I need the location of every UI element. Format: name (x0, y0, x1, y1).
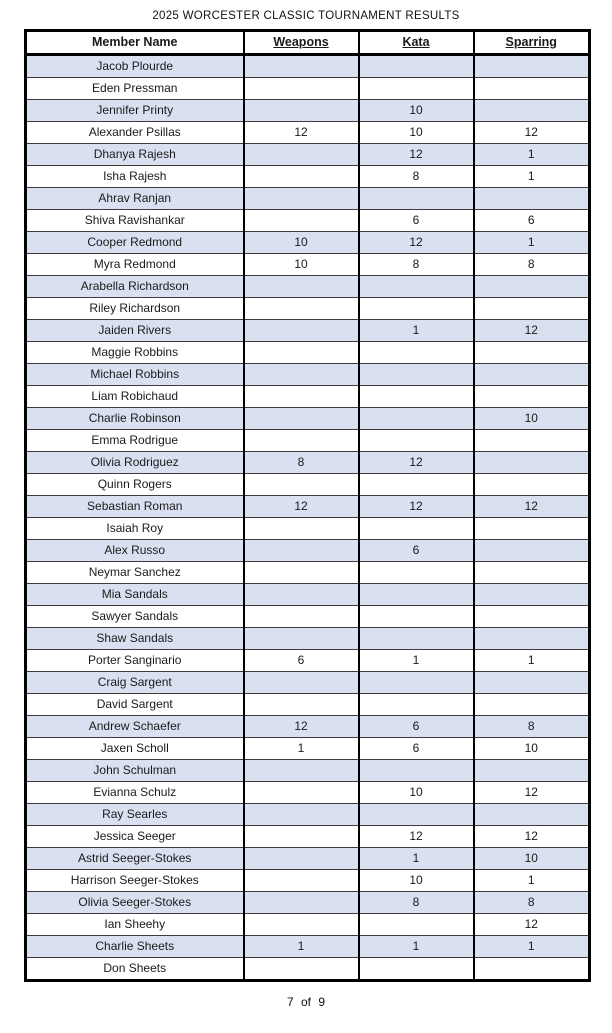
table-row (26, 914, 590, 936)
weapons-score-cell (244, 430, 359, 452)
sparring-score-cell (474, 276, 590, 298)
table-row (26, 496, 590, 518)
table-row (26, 430, 590, 452)
table-row (26, 232, 590, 254)
member-name-cell: Astrid Seeger-Stokes (26, 848, 244, 870)
table-row (26, 100, 590, 122)
sparring-score-cell (474, 584, 590, 606)
table-row (26, 936, 590, 958)
table-row (26, 342, 590, 364)
weapons-score-cell: 6 (244, 650, 359, 672)
column-header-kata (359, 31, 474, 55)
weapons-score-cell (244, 760, 359, 782)
weapons-score-cell (244, 562, 359, 584)
kata-score-cell: 10 (359, 782, 474, 804)
table-row (26, 760, 590, 782)
kata-score-cell (359, 386, 474, 408)
member-name-cell: Harrison Seeger-Stokes (26, 870, 244, 892)
kata-score-cell (359, 804, 474, 826)
table-row (26, 870, 590, 892)
sparring-score-cell: 10 (474, 738, 590, 760)
kata-score-cell (359, 606, 474, 628)
column-header-sparring (474, 31, 590, 55)
sparring-score-cell (474, 364, 590, 386)
sparring-score-cell: 1 (474, 870, 590, 892)
sparring-score-cell (474, 452, 590, 474)
member-name-cell: Jacob Plourde (26, 55, 244, 78)
member-name-cell: Cooper Redmond (26, 232, 244, 254)
weapons-score-cell (244, 584, 359, 606)
sparring-score-cell (474, 342, 590, 364)
table-row (26, 166, 590, 188)
kata-score-cell (359, 760, 474, 782)
table-row (26, 298, 590, 320)
table-row (26, 782, 590, 804)
member-name-cell: Mia Sandals (26, 584, 244, 606)
kata-score-cell (359, 672, 474, 694)
sparring-score-cell: 8 (474, 892, 590, 914)
member-name-cell: Olivia Rodriguez (26, 452, 244, 474)
sparring-score-cell: 1 (474, 650, 590, 672)
sparring-score-cell: 1 (474, 166, 590, 188)
kata-score-cell (359, 276, 474, 298)
weapons-score-cell (244, 914, 359, 936)
sparring-score-cell (474, 540, 590, 562)
sparring-score-cell (474, 672, 590, 694)
weapons-score-cell (244, 166, 359, 188)
kata-score-cell: 6 (359, 738, 474, 760)
weapons-score-cell (244, 188, 359, 210)
weapons-score-cell (244, 540, 359, 562)
kata-score-cell: 8 (359, 254, 474, 276)
table-row (26, 452, 590, 474)
kata-score-cell: 12 (359, 826, 474, 848)
column-header-label: Sparring (505, 35, 557, 49)
column-header-weapons (244, 31, 359, 55)
kata-score-cell (359, 408, 474, 430)
table-row (26, 848, 590, 870)
table-row (26, 694, 590, 716)
weapons-score-cell (244, 320, 359, 342)
sparring-score-cell: 1 (474, 144, 590, 166)
kata-score-cell (359, 562, 474, 584)
sparring-score-cell (474, 606, 590, 628)
weapons-score-cell (244, 474, 359, 496)
page-title: 2025 WORCESTER CLASSIC TOURNAMENT RESULTS (152, 10, 460, 22)
sparring-score-cell: 12 (474, 320, 590, 342)
member-name-cell: Isha Rajesh (26, 166, 244, 188)
table-row (26, 254, 590, 276)
kata-score-cell: 6 (359, 540, 474, 562)
kata-score-cell: 12 (359, 144, 474, 166)
table-row (26, 144, 590, 166)
sparring-score-cell (474, 628, 590, 650)
member-name-cell: David Sargent (26, 694, 244, 716)
weapons-score-cell: 12 (244, 716, 359, 738)
sparring-score-cell (474, 474, 590, 496)
table-row (26, 650, 590, 672)
weapons-score-cell (244, 870, 359, 892)
member-name-cell: Dhanya Rajesh (26, 144, 244, 166)
member-name-cell: Isaiah Roy (26, 518, 244, 540)
kata-score-cell (359, 342, 474, 364)
header-row (26, 31, 590, 55)
table-row (26, 188, 590, 210)
page-number-indicator: 7 of 9 (286, 995, 326, 1009)
sparring-score-cell: 1 (474, 232, 590, 254)
member-name-cell: Eden Pressman (26, 78, 244, 100)
member-name-cell: Emma Rodrigue (26, 430, 244, 452)
sparring-score-cell: 12 (474, 782, 590, 804)
kata-score-cell: 8 (359, 892, 474, 914)
sparring-score-cell: 10 (474, 848, 590, 870)
kata-score-cell: 6 (359, 210, 474, 232)
kata-score-cell (359, 628, 474, 650)
table-row (26, 826, 590, 848)
member-name-cell: John Schulman (26, 760, 244, 782)
member-name-cell: Neymar Sanchez (26, 562, 244, 584)
sparring-score-cell: 12 (474, 122, 590, 144)
member-name-cell: Shaw Sandals (26, 628, 244, 650)
weapons-score-cell: 12 (244, 122, 359, 144)
member-name-cell: Charlie Sheets (26, 936, 244, 958)
weapons-score-cell: 10 (244, 232, 359, 254)
sparring-score-cell: 12 (474, 914, 590, 936)
weapons-score-cell (244, 78, 359, 100)
weapons-score-cell (244, 694, 359, 716)
table-row (26, 474, 590, 496)
kata-score-cell (359, 188, 474, 210)
member-name-cell: Riley Richardson (26, 298, 244, 320)
member-name-cell: Maggie Robbins (26, 342, 244, 364)
sparring-score-cell: 6 (474, 210, 590, 232)
weapons-score-cell: 1 (244, 738, 359, 760)
table-row (26, 672, 590, 694)
sparring-score-cell (474, 518, 590, 540)
weapons-score-cell (244, 848, 359, 870)
weapons-score-cell (244, 958, 359, 981)
kata-score-cell: 1 (359, 650, 474, 672)
sparring-score-cell (474, 430, 590, 452)
weapons-score-cell (244, 826, 359, 848)
member-name-cell: Ian Sheehy (26, 914, 244, 936)
sparring-score-cell (474, 386, 590, 408)
table-row (26, 55, 590, 78)
sparring-score-cell: 12 (474, 496, 590, 518)
kata-score-cell: 8 (359, 166, 474, 188)
member-name-cell: Jaiden Rivers (26, 320, 244, 342)
member-name-cell: Ahrav Ranjan (26, 188, 244, 210)
sparring-score-cell: 12 (474, 826, 590, 848)
table-row (26, 892, 590, 914)
weapons-score-cell (244, 606, 359, 628)
weapons-score-cell (244, 55, 359, 78)
weapons-score-cell (244, 276, 359, 298)
weapons-score-cell (244, 210, 359, 232)
sparring-score-cell (474, 562, 590, 584)
member-name-cell: Andrew Schaefer (26, 716, 244, 738)
weapons-score-cell (244, 342, 359, 364)
table-row (26, 804, 590, 826)
kata-score-cell: 1 (359, 848, 474, 870)
column-header-label: Weapons (273, 35, 329, 49)
member-name-cell: Myra Redmond (26, 254, 244, 276)
member-name-cell: Quinn Rogers (26, 474, 244, 496)
kata-score-cell: 6 (359, 716, 474, 738)
kata-score-cell (359, 474, 474, 496)
kata-score-cell (359, 430, 474, 452)
member-name-cell: Evianna Schulz (26, 782, 244, 804)
sparring-score-cell (474, 760, 590, 782)
member-name-cell: Craig Sargent (26, 672, 244, 694)
kata-score-cell (359, 518, 474, 540)
sparring-score-cell (474, 100, 590, 122)
kata-score-cell (359, 78, 474, 100)
kata-score-cell (359, 914, 474, 936)
sparring-score-cell: 1 (474, 936, 590, 958)
member-name-cell: Sawyer Sandals (26, 606, 244, 628)
table-row (26, 518, 590, 540)
table-row (26, 386, 590, 408)
member-name-cell: Charlie Robinson (26, 408, 244, 430)
weapons-score-cell (244, 364, 359, 386)
table-row (26, 584, 590, 606)
kata-score-cell (359, 694, 474, 716)
table-row (26, 540, 590, 562)
weapons-score-cell: 8 (244, 452, 359, 474)
weapons-score-cell (244, 386, 359, 408)
kata-score-cell (359, 55, 474, 78)
weapons-score-cell (244, 892, 359, 914)
kata-score-cell: 10 (359, 870, 474, 892)
kata-score-cell: 12 (359, 496, 474, 518)
member-name-cell: Alex Russo (26, 540, 244, 562)
kata-score-cell: 12 (359, 452, 474, 474)
table-row (26, 716, 590, 738)
weapons-score-cell (244, 672, 359, 694)
kata-score-cell (359, 958, 474, 981)
kata-score-cell: 10 (359, 122, 474, 144)
sparring-score-cell (474, 78, 590, 100)
kata-score-cell: 10 (359, 100, 474, 122)
member-name-cell: Liam Robichaud (26, 386, 244, 408)
member-name-cell: Ray Searles (26, 804, 244, 826)
weapons-score-cell (244, 408, 359, 430)
member-name-cell: Don Sheets (26, 958, 244, 981)
weapons-score-cell (244, 804, 359, 826)
kata-score-cell (359, 584, 474, 606)
weapons-score-cell (244, 518, 359, 540)
sparring-score-cell (474, 55, 590, 78)
member-name-cell: Porter Sanginario (26, 650, 244, 672)
column-header-label: Kata (402, 35, 430, 49)
table-row (26, 738, 590, 760)
kata-score-cell: 12 (359, 232, 474, 254)
weapons-score-cell: 10 (244, 254, 359, 276)
weapons-score-cell (244, 782, 359, 804)
sparring-score-cell: 10 (474, 408, 590, 430)
results-table-header (26, 31, 590, 55)
member-name-cell: Arabella Richardson (26, 276, 244, 298)
column-header-label: Member Name (92, 35, 178, 49)
table-row (26, 364, 590, 386)
sparring-score-cell (474, 298, 590, 320)
kata-score-cell: 1 (359, 936, 474, 958)
table-row (26, 408, 590, 430)
weapons-score-cell: 1 (244, 936, 359, 958)
weapons-score-cell: 12 (244, 496, 359, 518)
weapons-score-cell (244, 298, 359, 320)
sparring-score-cell (474, 804, 590, 826)
results-table (24, 29, 591, 982)
member-name-cell: Michael Robbins (26, 364, 244, 386)
member-name-cell: Shiva Ravishankar (26, 210, 244, 232)
results-table-body (26, 55, 590, 981)
sparring-score-cell (474, 694, 590, 716)
sparring-score-cell: 8 (474, 254, 590, 276)
table-row (26, 210, 590, 232)
weapons-score-cell (244, 144, 359, 166)
table-row (26, 958, 590, 981)
table-row (26, 320, 590, 342)
table-row (26, 562, 590, 584)
weapons-score-cell (244, 628, 359, 650)
kata-score-cell: 1 (359, 320, 474, 342)
member-name-cell: Sebastian Roman (26, 496, 244, 518)
weapons-score-cell (244, 100, 359, 122)
sparring-score-cell: 8 (474, 716, 590, 738)
member-name-cell: Jennifer Printy (26, 100, 244, 122)
member-name-cell: Olivia Seeger-Stokes (26, 892, 244, 914)
table-row (26, 78, 590, 100)
member-name-cell: Jessica Seeger (26, 826, 244, 848)
sparring-score-cell (474, 958, 590, 981)
kata-score-cell (359, 298, 474, 320)
table-row (26, 276, 590, 298)
sparring-score-cell (474, 188, 590, 210)
member-name-cell: Jaxen Scholl (26, 738, 244, 760)
table-row (26, 628, 590, 650)
column-header-member-name (26, 31, 244, 55)
member-name-cell: Alexander Psillas (26, 122, 244, 144)
table-row (26, 122, 590, 144)
kata-score-cell (359, 364, 474, 386)
table-row (26, 606, 590, 628)
